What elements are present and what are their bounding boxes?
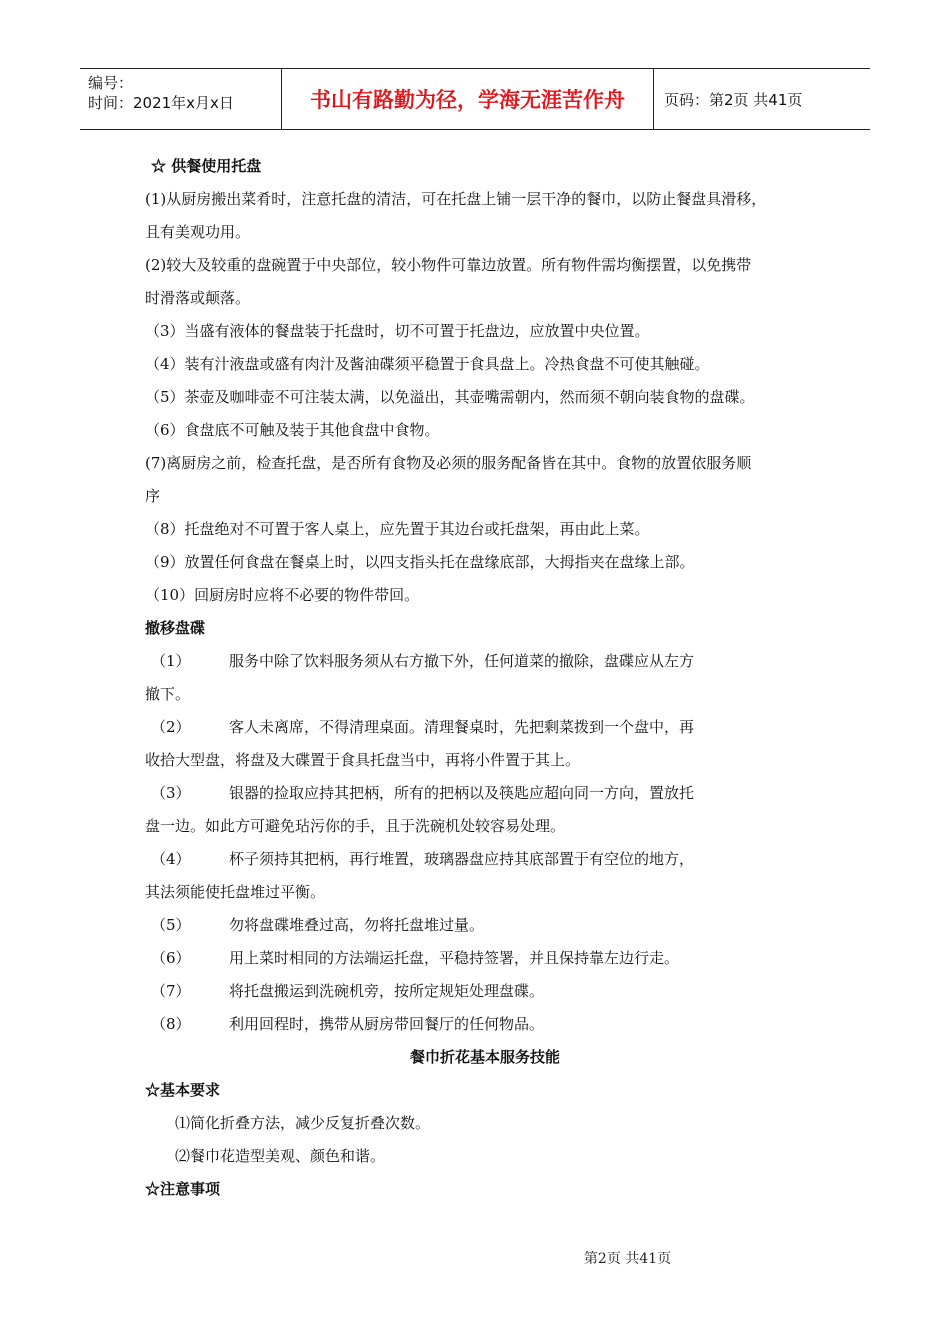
list-item	[145, 909, 825, 942]
list-item-continuation: 撤下。	[145, 685, 191, 703]
list-item	[145, 645, 825, 678]
list-item-number: （7）	[151, 982, 191, 1000]
list-item-number: （3）	[151, 784, 191, 802]
list-item-text: 杯子须持其把柄，再行堆置，玻璃器盘应持其底部置于有空位的地方，	[229, 850, 695, 868]
header-page-info: 页码：第2页 共41页	[664, 90, 803, 109]
list-item	[145, 1008, 825, 1041]
paragraph-line: (1)从厨房搬出菜肴时，注意托盘的清洁，可在托盘上铺一层干净的餐巾，以防止餐盘具滑移，	[145, 190, 767, 208]
list-item-text: 客人未离席，不得清理桌面。清理餐桌时，先把剩菜拨到一个盘中，再	[229, 718, 695, 736]
list-item-continuation: 收拾大型盘，将盘及大碟置于食具托盘当中，再将小件置于其上。	[145, 751, 581, 769]
paragraph-line: （6）食盘底不可触及装于其他食盘中食物。	[145, 421, 440, 439]
list-item-text: 服务中除了饮料服务须从右方撤下外，任何道菜的撤除，盘碟应从左方	[229, 652, 695, 670]
list-item-text: 利用回程时，携带从厨房带回餐厅的任何物品。	[229, 1015, 545, 1033]
document-number-label: 编号：	[88, 74, 134, 92]
paragraph-line: 且有美观功用。	[145, 223, 251, 241]
list-item-number: （1）	[151, 652, 191, 670]
paragraph-line: 序	[145, 487, 161, 505]
list-item-number: （4）	[151, 850, 191, 868]
subsection-title-basic-requirements: ☆基本要求	[145, 1081, 221, 1099]
paragraph-line: （9）放置任何食盘在餐桌上时，以四支指头托在盘缘底部，大拇指夹在盘缘上部。	[145, 553, 695, 571]
list-item	[145, 843, 825, 876]
list-item	[145, 777, 825, 810]
list-item-continuation: 盘一边。如此方可避免玷污你的手，且于洗碗机处较容易处理。	[145, 817, 566, 835]
list-item-text: 将托盘搬运到洗碗机旁，按所定规矩处理盘碟。	[229, 982, 545, 1000]
list-item	[145, 975, 825, 1008]
list-item-continuation: 其法须能使托盘堆过平衡。	[145, 883, 326, 901]
paragraph-line: （5）茶壶及咖啡壶不可注装太满，以免溢出，其壶嘴需朝内，然而须不朝向装食物的盘碟。	[145, 388, 755, 406]
paragraph-line: (7)离厨房之前，检查托盘，是否所有食物及必须的服务配备皆在其中。食物的放置依服务顺	[145, 454, 752, 472]
list-item: ⑴简化折叠方法，减少反复折叠次数。	[175, 1114, 431, 1132]
header-meta	[80, 69, 281, 129]
paragraph-line: (2)较大及较重的盘碗置于中央部位，较小物件可靠边放置。所有物件需均衡摆置，以免携带	[145, 256, 752, 274]
header-motto: 书山有路勤为径，学海无涯苦作舟	[281, 69, 654, 129]
list-item-number: （8）	[151, 1015, 191, 1033]
list-item-number: （5）	[151, 916, 191, 934]
paragraph-line: （10）回厨房时应将不必要的物件带回。	[145, 586, 420, 604]
document-body	[145, 150, 825, 1206]
list-item-text: 勿将盘碟堆叠过高，勿将托盘堆过量。	[229, 916, 485, 934]
list-item-number: （6）	[151, 949, 191, 967]
list-item	[145, 711, 825, 744]
list-item-number: （2）	[151, 718, 191, 736]
list-item	[145, 942, 825, 975]
list-item-text: 用上菜时相同的方法端运托盘，平稳持签署，并且保持靠左边行走。	[229, 949, 680, 967]
subsection-title-notes: ☆注意事项	[145, 1180, 221, 1198]
section-title-tray-service: ☆ 供餐使用托盘	[151, 157, 262, 175]
paragraph-line: （4）装有汁液盘或盛有肉汁及酱油碟须平稳置于食具盘上。冷热食盘不可使其触碰。	[145, 355, 710, 373]
paragraph-line: 时滑落或颠落。	[145, 289, 251, 307]
section-title-napkin-folding: 餐巾折花基本服务技能	[409, 1048, 560, 1066]
list-item: ⑵餐巾花造型美观、颜色和谐。	[175, 1147, 386, 1165]
section-title-clearing-dishes: 撤移盘碟	[145, 619, 206, 637]
list-item-text: 银器的捡取应持其把柄，所有的把柄以及筷匙应超向同一方向，置放托	[229, 784, 695, 802]
paragraph-line: （8）托盘绝对不可置于客人桌上，应先置于其边台或托盘架，再由此上菜。	[145, 520, 650, 538]
paragraph-line: （3）当盛有液体的餐盘装于托盘时，切不可置于托盘边，应放置中央位置。	[145, 322, 650, 340]
page-footer: 第2页 共41页	[583, 1251, 672, 1267]
document-time-label: 时间：2021年x月x日	[88, 94, 234, 112]
page-header	[80, 68, 870, 130]
